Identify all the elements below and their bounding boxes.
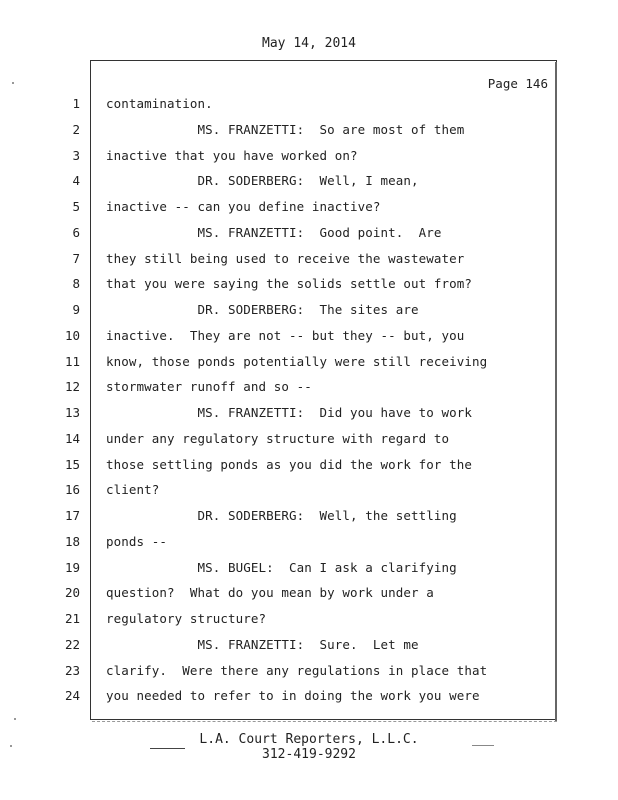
line-number: 18: [64, 533, 80, 549]
line-number: 5: [72, 199, 80, 214]
footer-phone: 312-419-9292: [262, 747, 356, 762]
line-number: 23: [64, 662, 80, 678]
line-number: 24: [64, 688, 80, 704]
line-number: 4: [72, 173, 80, 189]
transcript-line: clarify. Were there any regulations in place that: [106, 662, 488, 678]
line-number: 21: [64, 611, 80, 626]
line-number: 7: [72, 250, 80, 266]
transcript-line: inactive. They are not -- but they -- but, you: [106, 327, 465, 343]
transcript-line: MS. BUGEL: Can I ask a clarifying: [106, 559, 457, 575]
line-number: 19: [64, 559, 80, 575]
transcript-line: under any regulatory structure with regard to: [106, 430, 450, 446]
scan-speck: [14, 718, 16, 720]
line-number: 1: [72, 96, 80, 111]
page-header-date: May 14, 2014: [262, 36, 356, 51]
line-number: 11: [64, 353, 80, 369]
transcript-line: contamination.: [106, 96, 213, 111]
line-number: 20: [64, 585, 80, 601]
transcript-line: they still being used to receive the wastewater: [106, 250, 465, 266]
line-number: 13: [64, 405, 80, 420]
line-number: 22: [64, 636, 80, 652]
transcript-line: MS. FRANZETTI: Did you have to work: [106, 405, 473, 420]
scan-mark: [472, 745, 494, 746]
line-number: 16: [64, 482, 80, 498]
transcript-line: MS. FRANZETTI: Good point. Are: [106, 224, 442, 240]
scan-speck: [12, 82, 14, 84]
frame-edge: [555, 62, 557, 722]
transcript-line: client?: [106, 482, 160, 498]
footer-divider: [92, 721, 557, 722]
transcript-line: regulatory structure?: [106, 611, 267, 626]
transcript-line: question? What do you mean by work under a: [106, 585, 434, 601]
transcript-line: MS. FRANZETTI: So are most of them: [106, 121, 465, 137]
line-number: 14: [64, 430, 80, 446]
transcript-line: DR. SODERBERG: Well, the settling: [106, 508, 457, 523]
line-number: 12: [64, 379, 80, 395]
scan-mark: [150, 748, 185, 749]
scan-speck: [10, 745, 12, 747]
line-number: 9: [72, 302, 80, 317]
footer-company: L.A. Court Reporters, L.L.C.: [199, 732, 419, 747]
transcript-line: MS. FRANZETTI: Sure. Let me: [106, 636, 419, 652]
transcript-line: you needed to refer to in doing the work you were: [106, 688, 480, 704]
line-number: 15: [64, 456, 80, 472]
transcript-line: know, those ponds potentially were still receiving: [106, 353, 488, 369]
transcript-line: DR. SODERBERG: Well, I mean,: [106, 173, 419, 189]
transcript-line: those settling ponds as you did the work for the: [106, 456, 473, 472]
transcript-line: inactive -- can you define inactive?: [106, 199, 381, 214]
line-number: 8: [72, 276, 80, 292]
transcript-line: DR. SODERBERG: The sites are: [106, 302, 419, 317]
line-number: 2: [72, 121, 80, 137]
transcript-line: stormwater runoff and so --: [106, 379, 312, 395]
transcript-line: ponds --: [106, 533, 168, 549]
page-number: Page 146: [487, 76, 548, 91]
line-number: 17: [64, 508, 80, 523]
transcript-line: that you were saying the solids settle out from?: [106, 276, 473, 292]
line-number: 10: [64, 327, 80, 343]
line-number: 3: [72, 147, 80, 163]
transcript-line: inactive that you have worked on?: [106, 147, 358, 163]
line-number: 6: [72, 224, 80, 240]
